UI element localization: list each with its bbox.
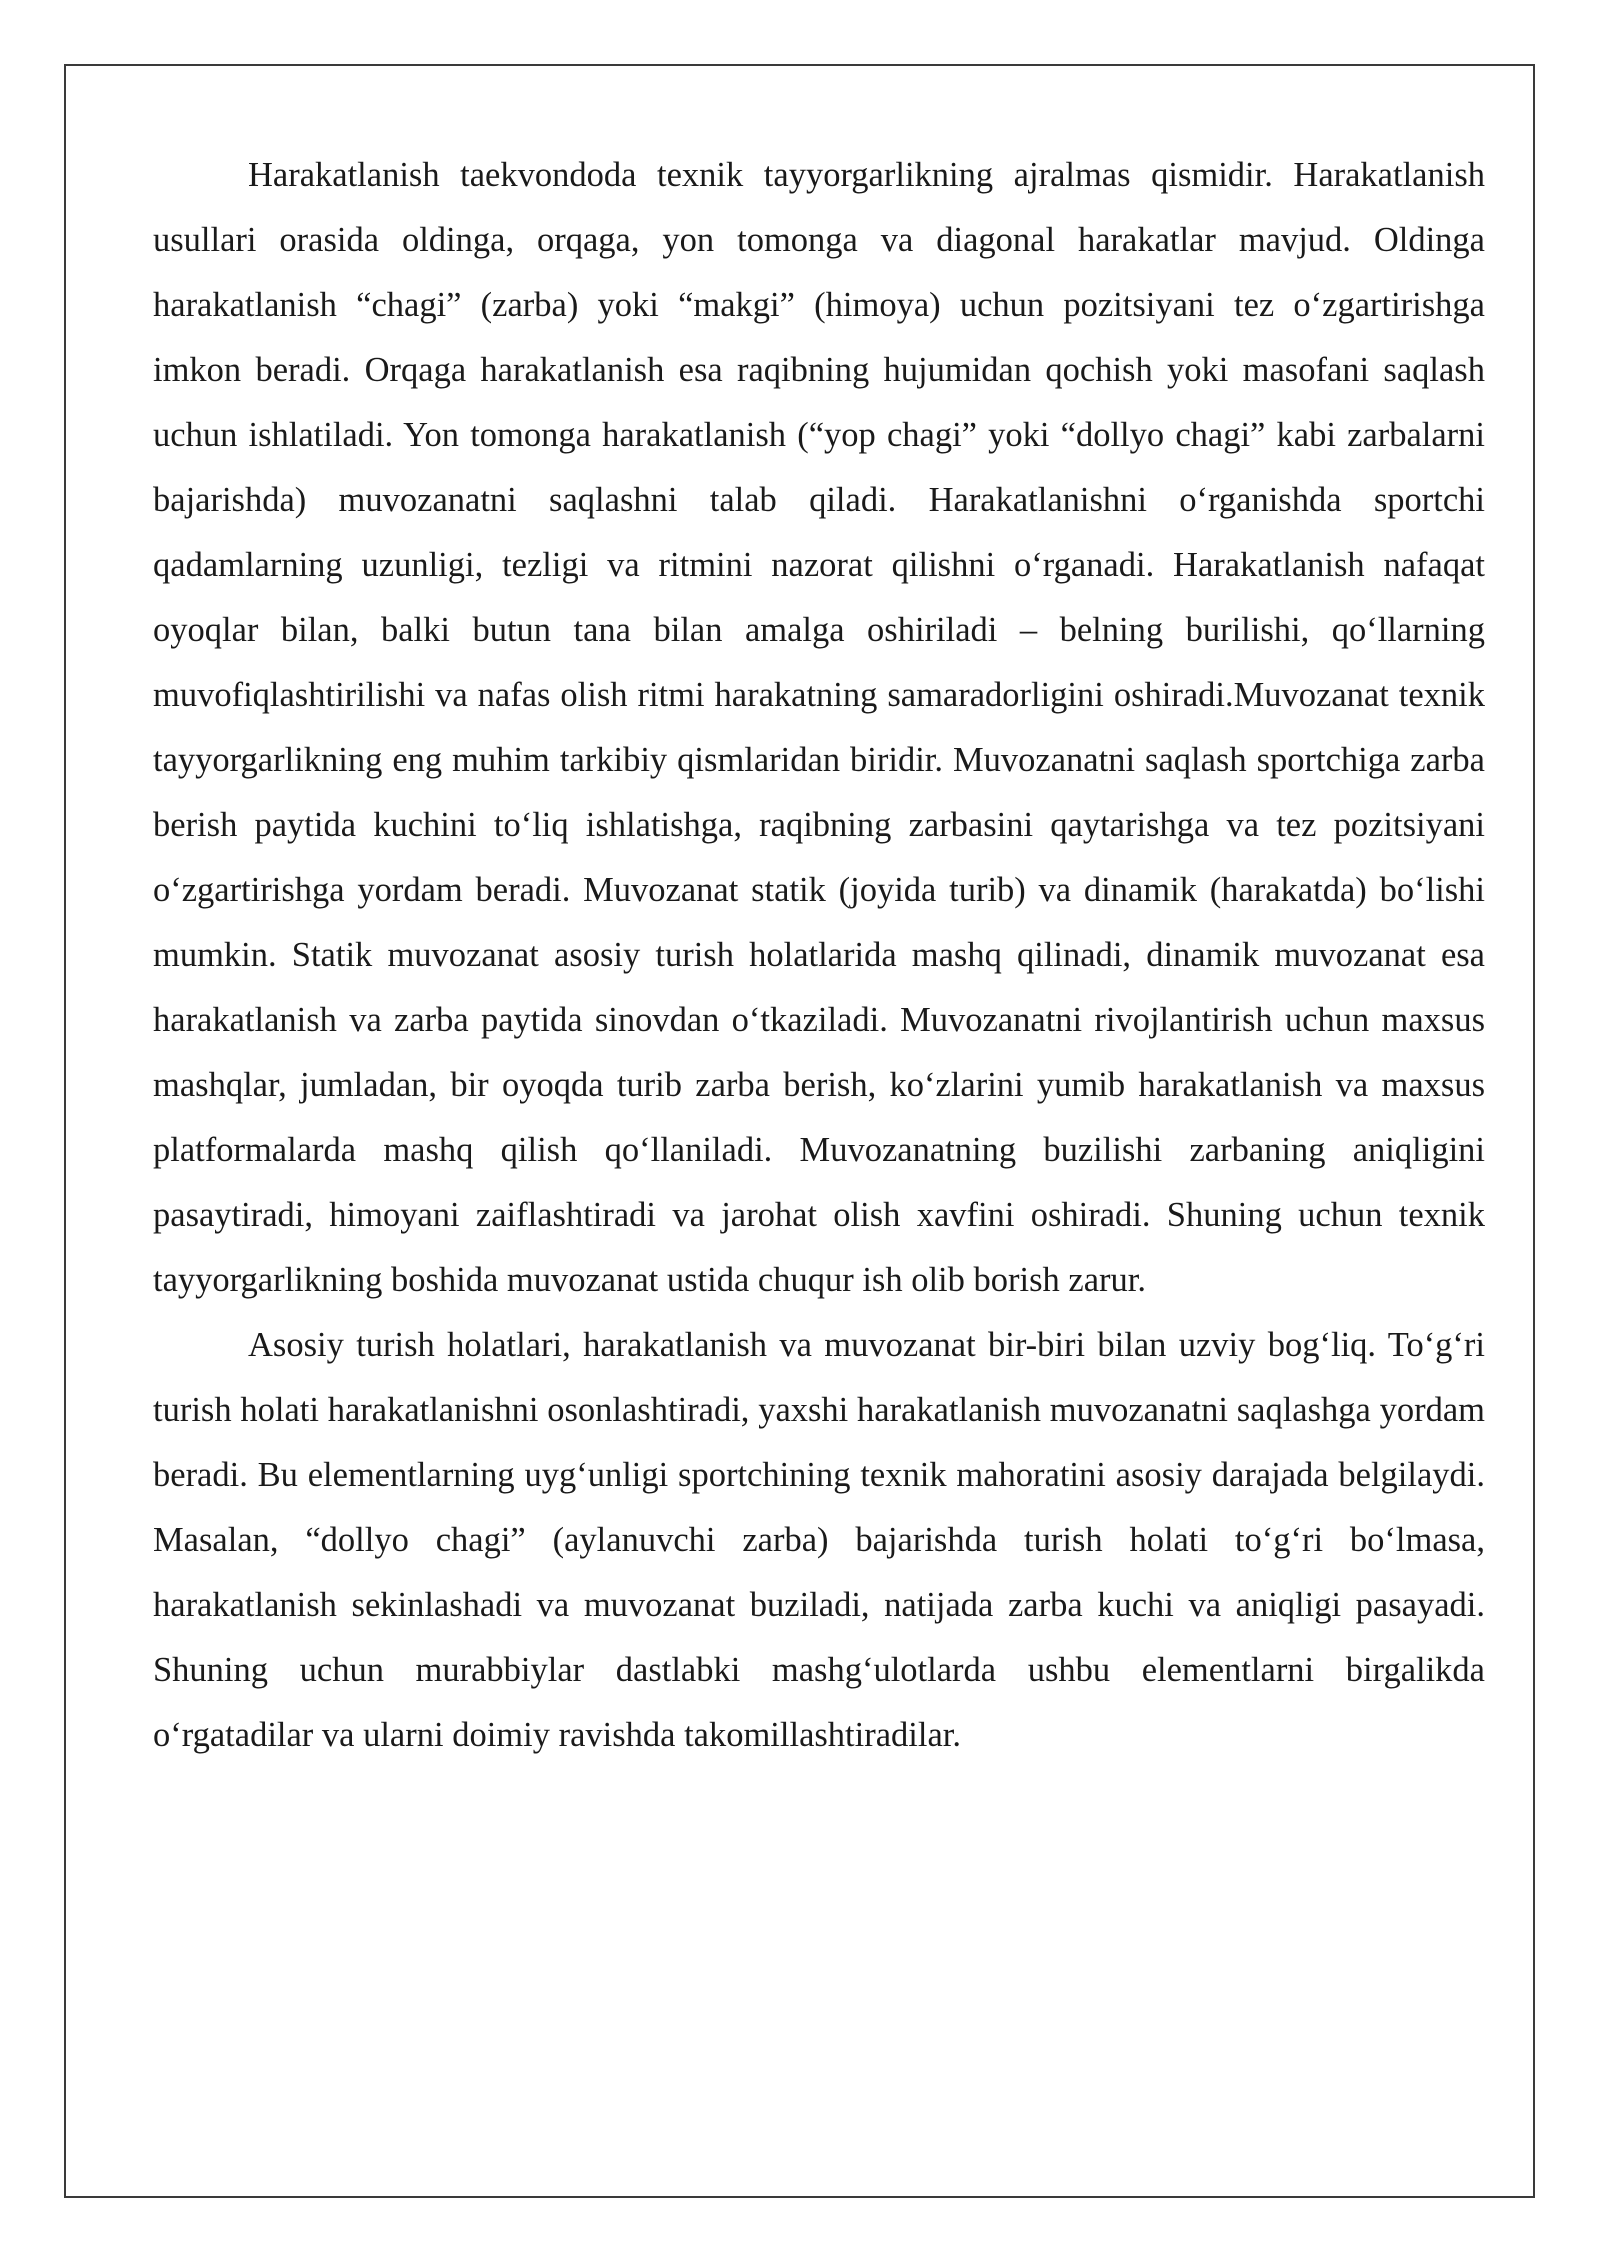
paragraph-2: Asosiy turish holatlari, harakatlanish va muvozanat bir-biri bilan uzviy bog‘liq. To‘g‘ri turish holati harakatlanishni osonlashtiradi, yaxshi harakatlanish muvozanatni saqlashga yordam beradi. Bu elementlarning uyg‘unligi sportchining texnik mahoratini asosiy darajada belgilaydi. Masalan, “dollyo chagi” (aylanuvchi zarba) bajarishda turish holati to‘g‘ri bo‘lmasa, harakatlanish sekinlashadi va muvozanat buziladi, natijada zarba kuchi va aniqligi pasayadi. Shuning uchun murabbiylar dastlabki mashg‘ulotlarda ushbu elementlarni birgalikda o‘rgatadilar va ularni doimiy ravishda takomillashtiradilar.: [153, 1326, 1485, 1754]
paragraph-1: Harakatlanish taekvondoda texnik tayyorgarlikning ajralmas qismidir. Harakatlanish usullari orasida oldinga, orqaga, yon tomonga va diagonal harakatlar mavjud. Oldinga harakatlanish “chagi” (zarba) yoki “makgi” (himoya) uchun pozitsiyani tez o‘zgartirishga imkon beradi. Orqaga harakatlanish esa raqibning hujumidan qochish yoki masofani saqlash uchun ishlatiladi. Yon tomonga harakatlanish (“yop chagi” yoki “dollyo chagi” kabi zarbalarni bajarishda) muvozanatni saqlashni talab qiladi. Harakatlanishni o‘rganishda sportchi qadamlarning uzunligi, tezligi va ritmini nazorat qilishni o‘rganadi. Harakatlanish nafaqat oyoqlar bilan, balki butun tana bilan amalga oshiriladi – belning burilishi, qo‘llarning muvofiqlashtirilishi va nafas olish ritmi harakatning samaradorligini oshiradi.Muvozanat texnik tayyorgarlikning eng muhim tarkibiy qismlaridan biridir. Muvozanatni saqlash sportchiga zarba berish paytida kuchini to‘liq ishlatishga, raqibning zarbasini qaytarishga va tez pozitsiyani o‘zgartirishga yordam beradi. Muvozanat statik (joyida turib) va dinamik (harakatda) bo‘lishi mumkin. Statik muvozanat asosiy turish holatlarida mashq qilinadi, dinamik muvozanat esa harakatlanish va zarba paytida sinovdan o‘tkaziladi. Muvozanatni rivojlantirish uchun maxsus mashqlar, jumladan, bir oyoqda turib zarba berish, ko‘zlarini yumib harakatlanish va maxsus platformalarda mashq qilish qo‘llaniladi. Muvozanatning buzilishi zarbaning aniqligini pasaytiradi, himoyani zaiflashtiradi va jarohat olish xavfini oshiradi. Shuning uchun texnik tayyorgarlikning boshida muvozanat ustida chuqur ish olib borish zarur.: [153, 156, 1485, 1299]
document-body: [153, 143, 1485, 1768]
